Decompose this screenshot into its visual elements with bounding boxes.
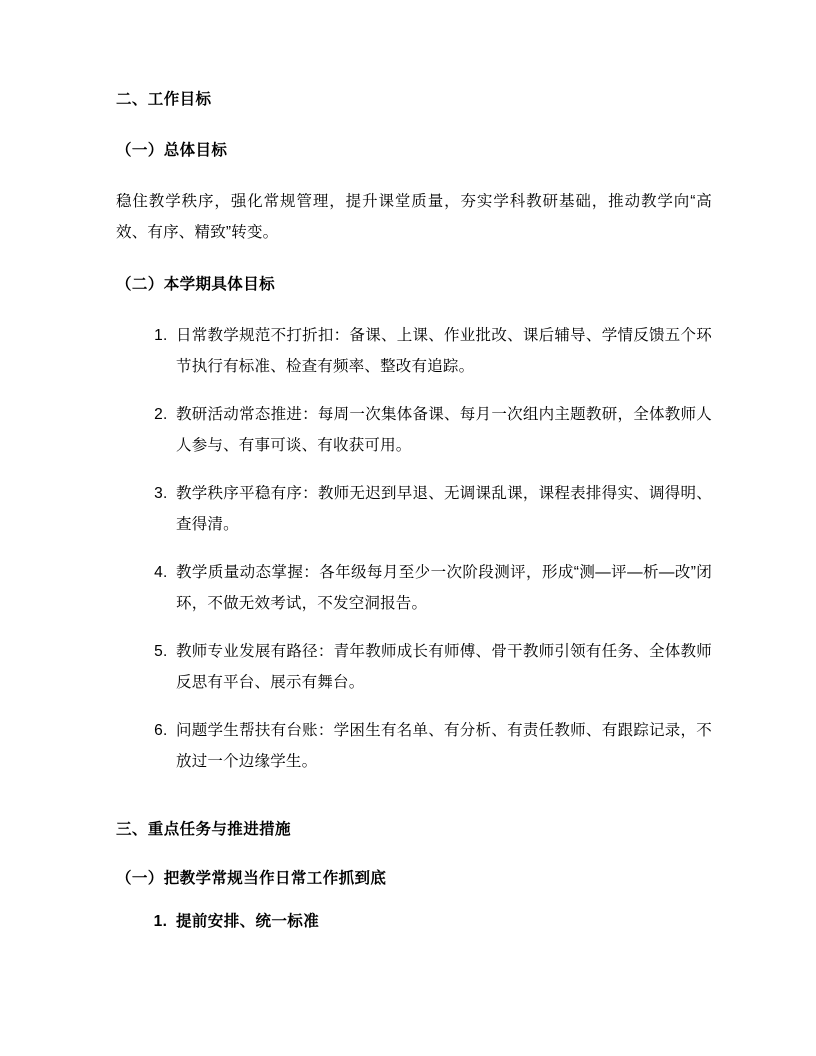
section-three-sub-one-heading: （一）把教学常规当作日常工作抓到底 [116,869,387,887]
section-two-sub-one-paragraph: 稳住教学秩序，强化常规管理，提升课堂质量，夯实学科教研基础，推动教学向“高效、有序、精致”转变。 [116,192,712,242]
list-item: 3. 教学秩序平稳有序：教师无迟到早退、无调课乱课，课程表排得实、调得明、查得清。 [172,478,712,540]
spacer [116,794,712,808]
specific-goals-list [116,320,712,777]
list-item: 1. 提前安排、统一标准 [172,906,712,937]
list-item: 4. 教学质量动态掌握：各年级每月至少一次阶段测评，形成“测—评—析—改”闭环，不做无效考试，不发空洞报告。 [172,557,712,619]
section-two-sub-two-heading: （二）本学期具体目标 [116,276,276,294]
list-item: 6. 问题学生帮扶有台账：学困生有名单、有分析、有责任教师、有跟踪记录，不放过一个边缘学生。 [172,715,712,777]
section-three-heading: 三、重点任务与推进措施 [116,820,291,838]
section-two-sub-one-heading: （一）总体目标 [116,141,228,159]
list-item: 5. 教师专业发展有路径：青年教师成长有师傅、骨干教师引领有任务、全体教师反思有平台、展示有舞台。 [172,636,712,698]
section-three-tasks-list [116,906,712,937]
list-item: 2. 教研活动常态推进：每周一次集体备课、每月一次组内主题教研，全体教师人人参与、有事可谈、有收获可用。 [172,399,712,461]
section-two-heading: 二、工作目标 [116,91,212,108]
list-item: 1. 日常教学规范不打折扣：备课、上课、作业批改、课后辅导、学情反馈五个环节执行有标准、检查有频率、整改有追踪。 [172,320,712,382]
